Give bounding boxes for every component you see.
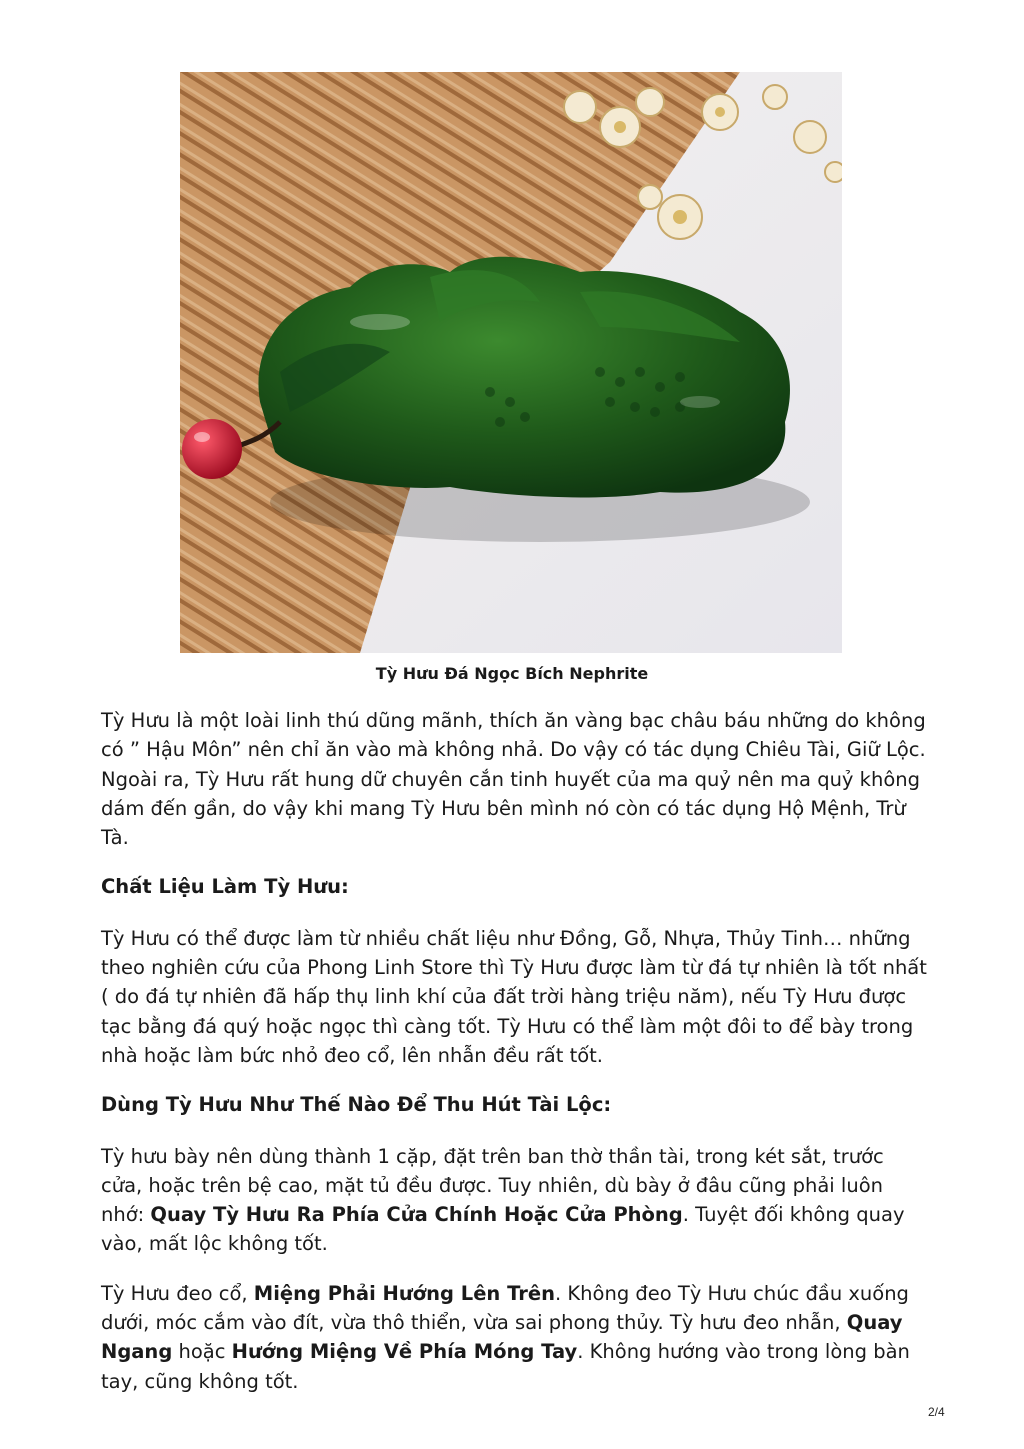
- section-heading-usage: Dùng Tỳ Hưu Như Thế Nào Để Thu Hút Tài Lộc:: [101, 1093, 612, 1117]
- emphasis-text: Hướng Miệng Về Phía Móng Tay: [231, 1340, 578, 1364]
- text-run: . Không đeo Tỳ Hưu chúc đầu xuống dưới, móc cắm vào đít, vừa thô thiển, vừa sai phong thủy. Tỳ hưu đeo nhẫn,: [101, 1281, 909, 1335]
- emphasis-text: Quay Ngang: [101, 1311, 903, 1364]
- text-run: Tỳ Hưu đeo cổ,: [101, 1281, 254, 1305]
- paragraph-placement: [101, 1142, 931, 1259]
- section-heading-materials: Chất Liệu Làm Tỳ Hưu:: [101, 875, 349, 899]
- paragraph-materials: Tỳ Hưu có thể được làm từ nhiều chất liệu như Đồng, Gỗ, Nhựa, Thủy Tinh… những theo nghiên cứu của Phong Linh Store thì Tỳ Hưu được làm từ đá tự nhiên là tốt nhất ( do đá tự nhiên đã hấp thụ linh khí của đất trời hàng triệu năm), nếu Tỳ Hưu được tạc bằng đá quý hoặc ngọc thì càng tốt. Tỳ Hưu có thể làm một đôi to để bày trong nhà hoặc làm bức nhỏ đeo cổ, lên nhẫn đều rất tốt.: [101, 926, 927, 1067]
- text-run: . Tuyệt đối không quay vào, mất lộc không tốt.: [101, 1203, 905, 1256]
- emphasis-text: Miệng Phải Hướng Lên Trên: [253, 1281, 555, 1305]
- text-run: Tỳ hưu bày nên dùng thành 1 cặp, đặt trên ban thờ thần tài, trong két sắt, trước cửa, hoặc trên bệ cao, mặt tủ đều được. Tuy nhiên, dù bày ở đâu cũng phải luôn nhớ:: [101, 1144, 884, 1227]
- paragraph-intro: Tỳ Hưu là một loài linh thú dũng mãnh, thích ăn vàng bạc châu báu những do không có ” Hậu Môn” nên chỉ ăn vào mà không nhả. Do vậy có tác dụng Chiêu Tài, Giữ Lộc. Ngoài ra, Tỳ Hưu rất hung dữ chuyên cắn tinh huyết của ma quỷ nên ma quỷ không dám đến gần, do vậy khi mang Tỳ Hưu bên mình nó còn có tác dụng Hộ Mệnh, Trừ Tà.: [101, 709, 926, 850]
- image-caption: Tỳ Hưu Đá Ngọc Bích Nephrite: [375, 664, 649, 683]
- text-run: . Không hướng vào trong lòng bàn tay, cũng không tốt.: [101, 1340, 910, 1393]
- article-body: [101, 706, 931, 1416]
- jade-pixiu-image: [180, 72, 842, 653]
- emphasis-text: Quay Tỳ Hưu Ra Phía Cửa Chính Hoặc Cửa Phòng: [150, 1203, 683, 1227]
- text-run: hoặc: [172, 1340, 232, 1364]
- page-number: 2/4: [928, 1405, 945, 1419]
- product-photo: [180, 72, 842, 653]
- paragraph-wearing: [101, 1279, 931, 1396]
